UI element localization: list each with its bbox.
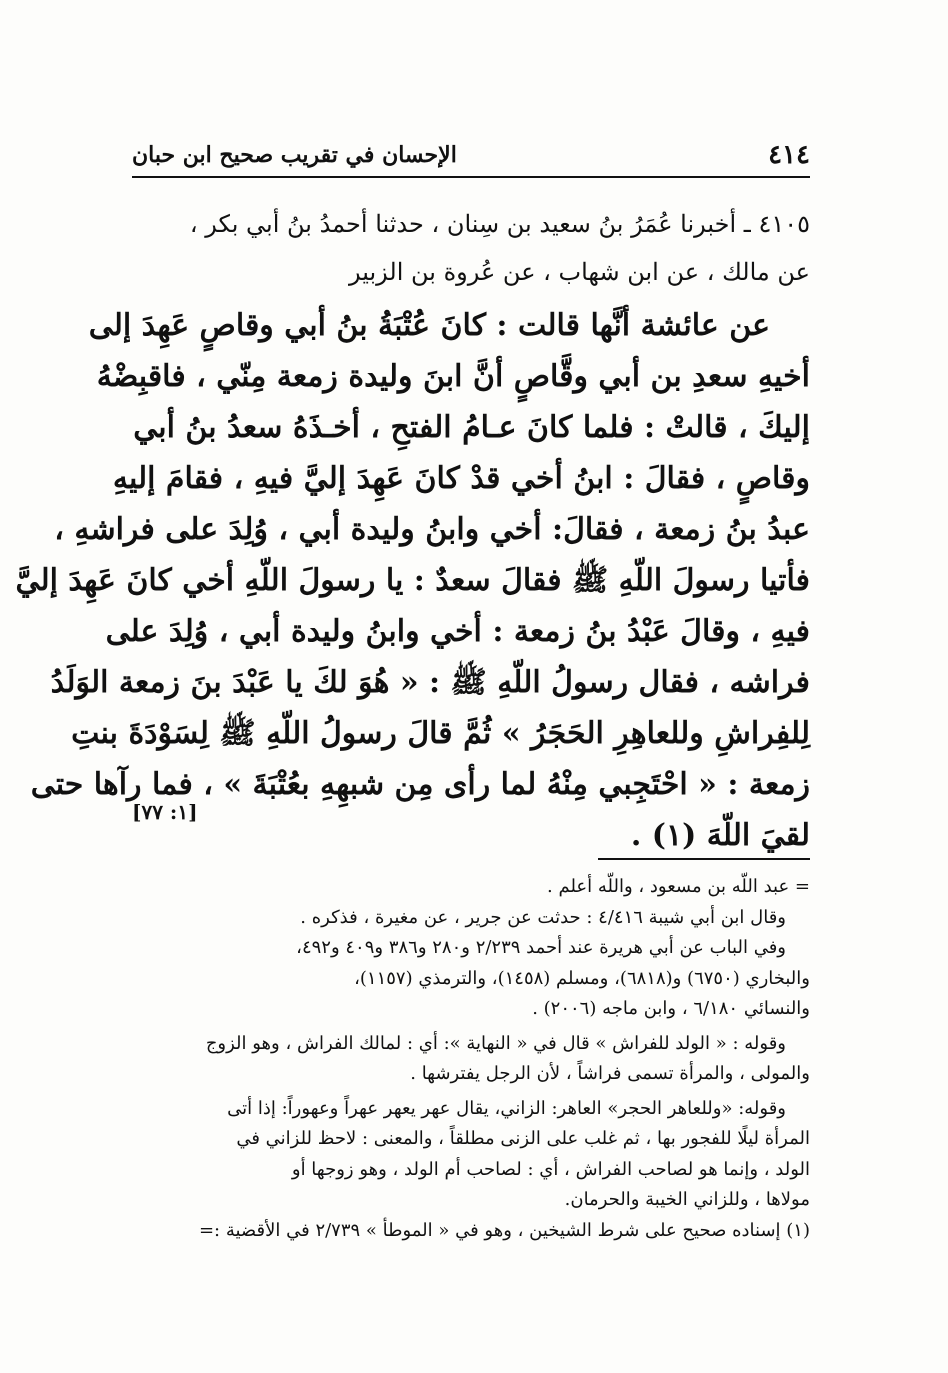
matn-line: لقيَ اللّهَ (١) . (630, 818, 810, 853)
footnote-line: والمولى ، والمرأة تسمى فراشاً ، لأن الرجل يفترشها . (410, 1063, 810, 1084)
footnote-line: والنسائي ٦/١٨٠ ، وابن ماجه (٢٠٠٦) . (532, 998, 810, 1019)
page-header (132, 140, 810, 178)
footnotes (120, 872, 810, 1246)
footnote-line: الولد ، وإنما هو لصاحب الفراش ، أي : لصاحب أم الولد ، وهو زوجها أو (291, 1158, 810, 1180)
footnote-line: مولاها ، وللزاني الخيبة والحرمان. (564, 1189, 810, 1210)
matn-line: عبدُ بنُ زمعة ، فقالَ: أخي وابنُ وليدة أبي ، وُلِدَ على فراشهِ ، (54, 512, 810, 547)
footnote-line: = عبد اللّه بن مسعود ، واللّه أعلم . (547, 876, 810, 897)
page-number: ٤١٤ (768, 140, 810, 170)
matn-line: فراشه ، فقال رسولُ اللّهِ ﷺ : « هُوَ لكَ يا عَبْدَ بنَ زمعة الوَلَدُ (50, 665, 810, 700)
hadith-matn (15, 300, 810, 861)
isnad-line: ٤١٠٥ ـ أخبرنا عُمَرُ بنُ سعيد بن سِنان ، حدثنا أحمدُ بنُ أبي بكر ، (189, 210, 810, 238)
matn-line: زمعة : « احْتَجِبي مِنْهُ لما رأى مِن شبهِهِ بعُتْبَةَ » ، فما رآها حتى (30, 767, 810, 802)
footnote-separator (598, 858, 810, 860)
footnote-line: وقوله : « الولد للفراش » قال في « النهاية »: أي : لمالك الفراش ، وهو الزوج (205, 1032, 786, 1054)
footnote-line: (١) إسناده صحيح على شرط الشيخين ، وهو في « الموطأ » ٢/٧٣٩ في الأقضية := (198, 1219, 810, 1241)
matn-line: وقاصٍ ، فقالَ : ابنُ أخي قدْ كانَ عَهِدَ إليَّ فيهِ ، فقامَ إليهِ (112, 461, 810, 496)
hadith-isnad (132, 200, 810, 296)
footnote-line: المرأة ليلًا للفجور بها ، ثم غلب على الزنى مطلقاً ، والمعنى : لاحظ للزاني في (236, 1128, 810, 1149)
matn-line: عن عائشة أنَّها قالت : كانَ عُتْبَةُ بنُ أبي وقاصٍ عَهِدَ إلى (88, 308, 770, 343)
matn-line: فأتيا رسولَ اللّهِ ﷺ فقالَ سعدٌ : يا رسولَ اللّهِ أخي كانَ عَهِدَ إليَّ (15, 563, 810, 598)
matn-line: فيهِ ، وقالَ عَبْدُ بنُ زمعة : أخي وابنُ وليدة أبي ، وُلِدَ على (105, 614, 810, 649)
footnote-line: وقوله: «وللعاهر الحجر» العاهر: الزاني، يقال عهر يعهر عهراً وعهوراً: إذا أتى (227, 1097, 786, 1119)
footnote-line: وفي الباب عن أبي هريرة عند أحمد ٢/٢٣٩ و٢٨٠ و٣٨٦ و٤٠٩ و٤٩٢، (296, 937, 786, 958)
matn-line: لِلفِراشِ وللعاهِرِ الحَجَرُ » ثُمَّ قالَ رسولُ اللّهِ ﷺ لِسَوْدَةَ بنتِ (71, 716, 810, 751)
matn-line: أخيهِ سعدِ بن أبي وقَّاصٍ أنَّ ابنَ وليدة زمعة مِنّي ، فاقبِضْهُ (96, 359, 810, 394)
isnad-line: عن مالك ، عن ابن شهاب ، عن عُروة بن الزبير (348, 258, 810, 286)
matn-line: إليكَ ، قالتْ : فلما كانَ عـامُ الفتحِ ، أخـذَهُ سعدُ بنُ أبي (133, 410, 810, 445)
book-title: الإحسان في تقريب صحيح ابن حبان (132, 142, 457, 168)
footnote-line: وقال ابن أبي شيبة ٤/٤١٦ : حدثت عن جرير ، عن مغيرة ، فذكره . (300, 906, 786, 928)
hadith-reference: [١: ٧٧] (132, 800, 198, 824)
footnote-line: والبخاري (٦٧٥٠) و(٦٨١٨)، ومسلم (١٤٥٨)، والترمذي (١١٥٧)، (354, 967, 810, 989)
